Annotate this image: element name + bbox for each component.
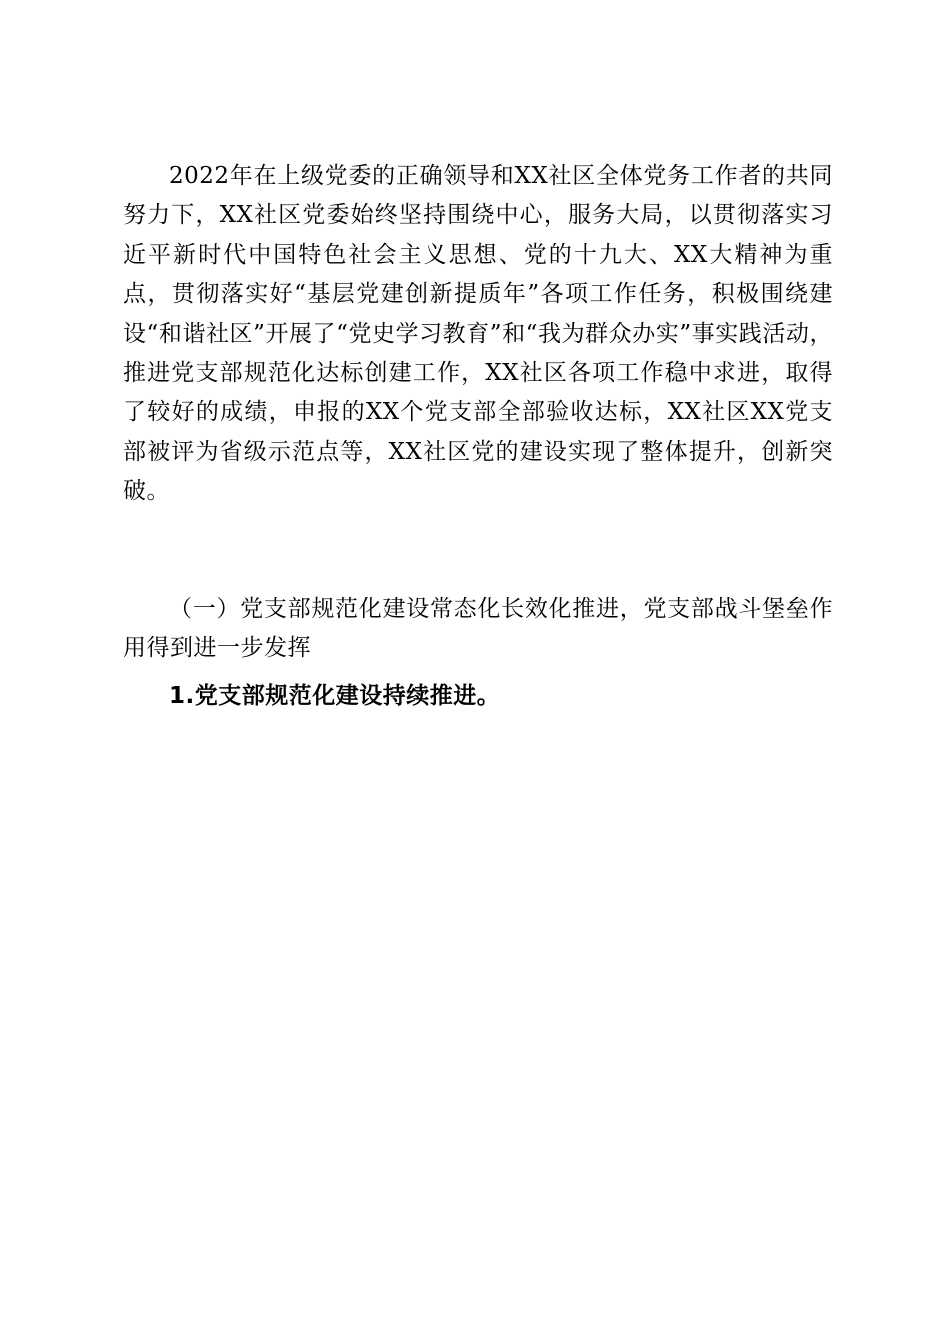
subsection-heading: 1.党支部规范化建设持续推进。: [169, 682, 501, 709]
intro-paragraph: 2022年在上级党委的正确领导和XX社区全体党务工作者的共同努力下，XX社区党委始终坚持围绕中心，服务大局，以贯彻落实习近平新时代中国特色社会主义思想、党的十九大、XX大精神为重点，贯彻落实好“基层党建创新提质年”各项工作任务，积极围绕建设“和谐社区”开展了“党史学习教育”和“我为群众办实”事实践活动，推进党支部规范化达标创建工作，XX社区各项工作稳中求进，取得了较好的成绩，申报的XX个党支部全部验收达标，XX社区XX党支部被评为省级示范点等，XX社区党的建设实现了整体提升，创新突破。: [123, 163, 833, 505]
document-body: [123, 157, 833, 716]
section-heading: （一）党支部规范化建设常态化长效化推进，党支部战斗堡垒作用得到进一步发挥: [123, 596, 833, 662]
